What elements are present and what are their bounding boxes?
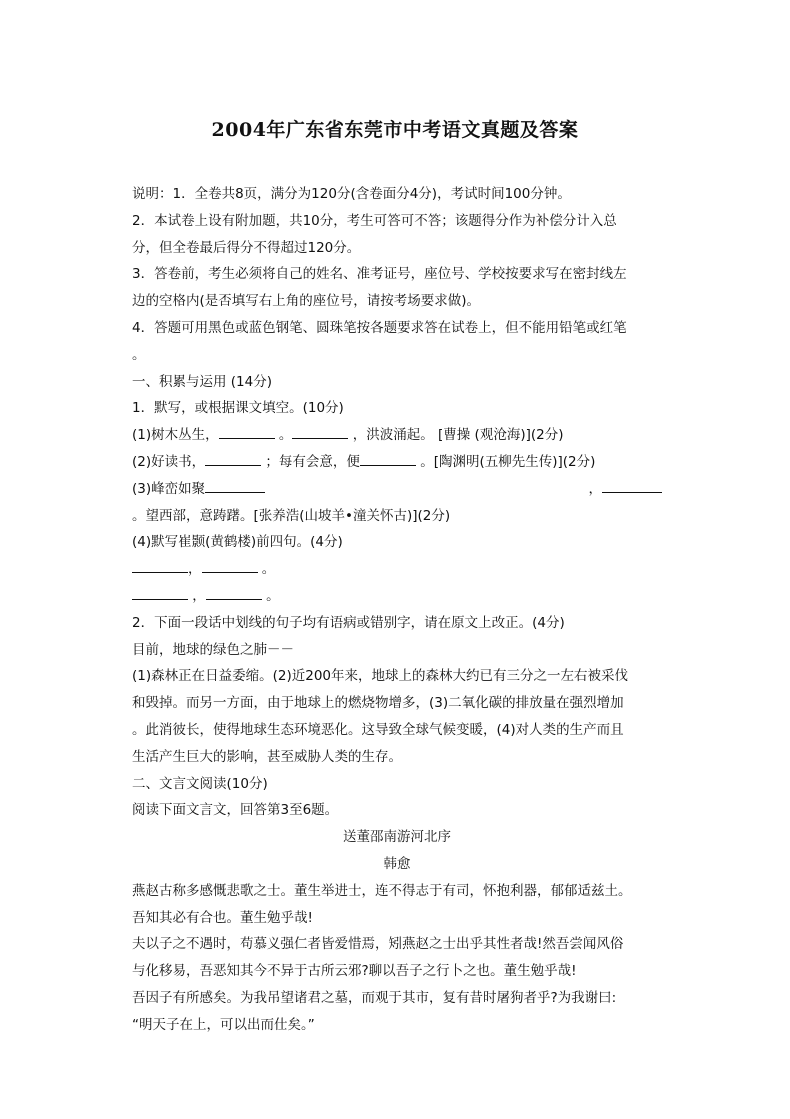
text-line: 。	[132, 346, 146, 363]
text-segment: ，	[188, 587, 206, 604]
passage-author: 韩愈	[383, 855, 411, 872]
text-line: 边的空格内(是否填写右上角的座位号，请按考场要求做)。	[132, 293, 481, 310]
text-line: 分，但全卷最后得分不得超过120分。	[132, 239, 361, 256]
text-line: (1)森林正在日益委缩。(2)近200年来，地球上的森林大约已有三分之一左右被采伐	[132, 668, 629, 685]
text-segment: ，	[188, 561, 202, 578]
text-line: 3．答卷前，考生必须将自己的姓名、准考证号，座位号、学校按要求写在密封线左	[132, 266, 627, 283]
document-body	[132, 181, 662, 1039]
answer-blank[interactable]	[360, 449, 416, 466]
text-line: 。此消彼长，使得地球生态环境恶化。这导致全球气候变暖，(4)对人类的生产而且	[132, 721, 624, 738]
text-line: 说明：1．全卷共8页，满分为120分(含卷面分4分)，考试时间100分钟。	[132, 186, 571, 202]
answer-blank[interactable]	[205, 476, 265, 493]
fill-blank-line	[132, 449, 662, 476]
text-line: 阅读下面文言文，回答第3至6题。	[132, 802, 339, 819]
passage-line: 与化移易，吾恶知其今不异于古所云邪?聊以吾子之行卜之也。董生勉乎哉!	[132, 963, 577, 980]
text-line: 生活产生巨大的影响，甚至威胁人类的生存。	[132, 748, 402, 765]
fill-blank-line	[132, 556, 662, 583]
question-heading: 1．默写，或根据课文填空。(10分)	[132, 400, 344, 417]
passage-line: 吾因子有所感矣。为我吊望诸君之墓，而观于其市，复有昔时屠狗者乎?为我谢曰:	[132, 989, 617, 1006]
fill-blank-line	[132, 476, 662, 503]
answer-blank[interactable]	[219, 422, 275, 439]
passage-line: 燕赵古称多感慨悲歌之士。董生举进士，连不得志于有司，怀抱利器，郁郁适兹土。	[132, 882, 632, 899]
text-line: 4．答题可用黑色或蓝色钢笔、圆珠笔按各题要求答在试卷上，但不能用铅笔或红笔	[132, 319, 627, 336]
text-line: 2．本试卷上设有附加题，共10分，考生可答可不答；该题得分作为补偿分计入总	[132, 212, 617, 229]
page-title: 2004年广东省东莞市中考语文真题及答案	[211, 119, 579, 141]
text-segment: (2)好读书，	[132, 453, 206, 470]
text-line: 目前，地球的绿色之肺－－	[132, 641, 294, 658]
section-heading: 一、积累与运用 (14分)	[132, 373, 273, 390]
question-heading: 2．下面一段话中划线的句子均有语病或错别字，请在原文上改正。(4分)	[132, 614, 565, 631]
text-segment: ，洪波涌起。 [曹操 (观沧海)](2分)	[348, 427, 564, 444]
passage-line: 夫以子之不遇时，苟慕义强仁者皆爱惜焉，矧燕赵之士出乎其性者哉!然吾尝闻风俗	[132, 936, 624, 953]
text-line: 。望西部，意踌躇。[张养浩(山坡羊•潼关怀古)](2分)	[132, 507, 451, 524]
text-segment: 。	[257, 561, 276, 578]
text-segment: 。	[274, 427, 293, 444]
passage-line: 吾知其必有合也。董生勉乎哉!	[132, 909, 313, 926]
answer-blank[interactable]	[602, 476, 662, 493]
passage-line: “明天子在上，可以出而仕矣。”	[132, 1016, 315, 1033]
answer-blank[interactable]	[292, 422, 348, 439]
fill-blank-line	[132, 422, 662, 449]
text-segment: 。	[261, 587, 280, 604]
text-line: (4)默写崔颢(黄鹤楼)前四句。(4分)	[132, 534, 343, 551]
answer-blank[interactable]	[132, 556, 188, 573]
text-line: 和毁掉。而另一方面，由于地球上的燃烧物增多，(3)二氧化碳的排放量在强烈增加	[132, 695, 624, 712]
text-segment: (1)树木丛生，	[132, 427, 219, 444]
answer-blank[interactable]	[132, 583, 188, 600]
text-segment: (3)峰峦如聚	[132, 480, 206, 497]
passage-title: 送董邵南游河北序	[343, 829, 451, 846]
answer-blank[interactable]	[202, 556, 258, 573]
text-segment: 。[陶渊明(五柳先生传)](2分)	[415, 453, 596, 470]
answer-blank[interactable]	[205, 449, 261, 466]
text-segment: ，	[588, 480, 602, 497]
section-heading: 二、文言文阅读(10分)	[132, 775, 268, 792]
answer-blank[interactable]	[206, 583, 262, 600]
fill-blank-line	[132, 583, 662, 610]
text-segment: ；每有会意，便	[261, 453, 360, 470]
